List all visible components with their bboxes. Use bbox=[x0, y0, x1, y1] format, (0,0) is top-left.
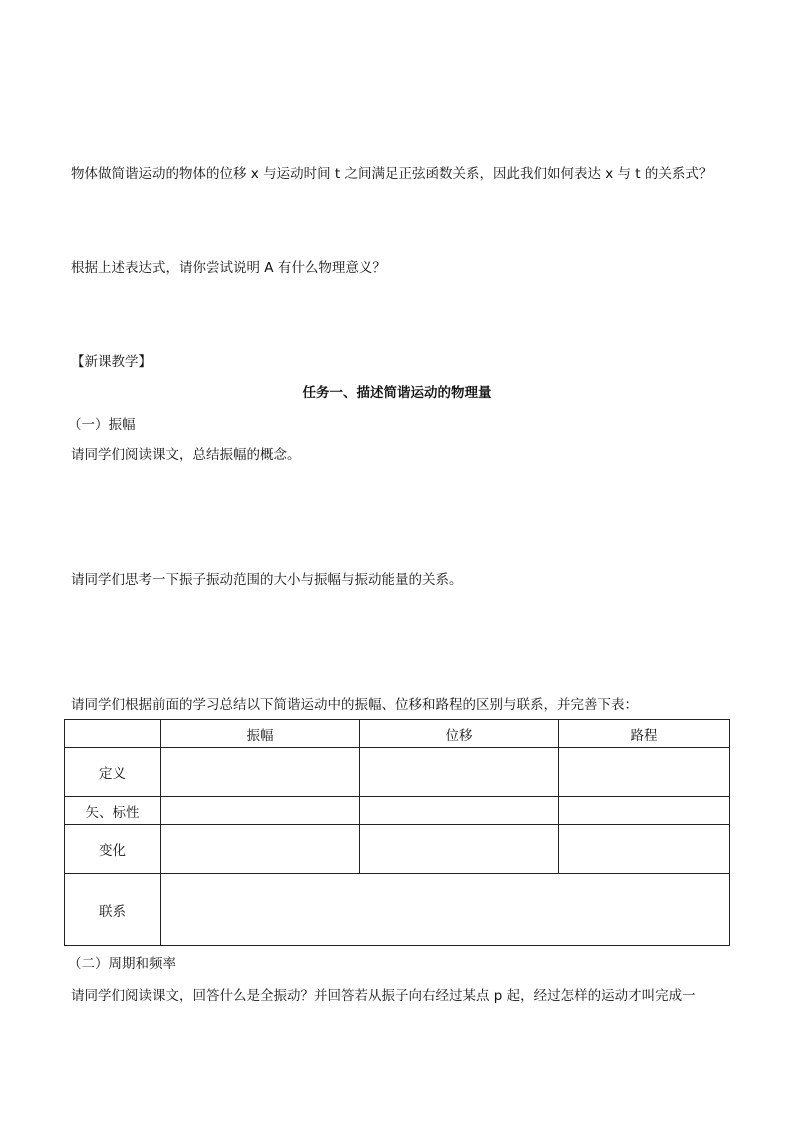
question-amplitude-meaning: 根据上述表达式，请你尝试说明 A 有什么物理意义？ bbox=[71, 260, 386, 276]
table-cell bbox=[161, 825, 360, 874]
table-cell bbox=[360, 825, 559, 874]
paragraph-amplitude-energy: 请同学们思考一下振子振动范围的大小与振幅与振动能量的关系。 bbox=[71, 572, 463, 588]
row-label-definition: 定义 bbox=[65, 748, 161, 797]
table-cell bbox=[360, 748, 559, 797]
table-header-path: 路程 bbox=[559, 720, 730, 748]
table-row bbox=[65, 748, 730, 797]
question-displacement-time: 物体做简谐运动的物体的位移 x 与运动时间 t 之间满足正弦函数关系，因此我们如何表达 x 与 t 的关系式？ bbox=[71, 166, 713, 182]
paragraph-table-instruction: 请同学们根据前面的学习总结以下简谐运动中的振幅、位移和路程的区别与联系，并完善下表： bbox=[71, 697, 638, 713]
paragraph-amplitude-concept: 请同学们阅读课文，总结振幅的概念。 bbox=[71, 447, 301, 463]
row-label-vector-scalar: 矢、标性 bbox=[65, 797, 161, 825]
subsection-period-frequency: （二）周期和频率 bbox=[68, 956, 176, 972]
table-cell bbox=[360, 797, 559, 825]
table-header-blank bbox=[65, 720, 161, 748]
table-cell bbox=[559, 825, 730, 874]
section-heading: 【新课教学】 bbox=[71, 354, 152, 370]
task-title: 任务一、描述简谐运动的物理量 bbox=[302, 385, 492, 401]
table-cell bbox=[161, 797, 360, 825]
table-row bbox=[65, 825, 730, 874]
subsection-amplitude: （一）振幅 bbox=[68, 417, 136, 433]
comparison-table bbox=[64, 719, 730, 946]
row-label-relation: 联系 bbox=[65, 874, 161, 946]
table-header-row bbox=[65, 720, 730, 748]
table-cell bbox=[559, 797, 730, 825]
table-cell bbox=[559, 748, 730, 797]
table-header-amplitude: 振幅 bbox=[161, 720, 360, 748]
table-header-displacement: 位移 bbox=[360, 720, 559, 748]
row-label-change: 变化 bbox=[65, 825, 161, 874]
table-row bbox=[65, 797, 730, 825]
table-cell-merged bbox=[161, 874, 730, 946]
table-row bbox=[65, 874, 730, 946]
table-cell bbox=[161, 748, 360, 797]
paragraph-full-vibration: 请同学们阅读课文，回答什么是全振动？并回答若从振子向右经过某点 p 起，经过怎样的运动才叫完成一 bbox=[71, 988, 696, 1004]
